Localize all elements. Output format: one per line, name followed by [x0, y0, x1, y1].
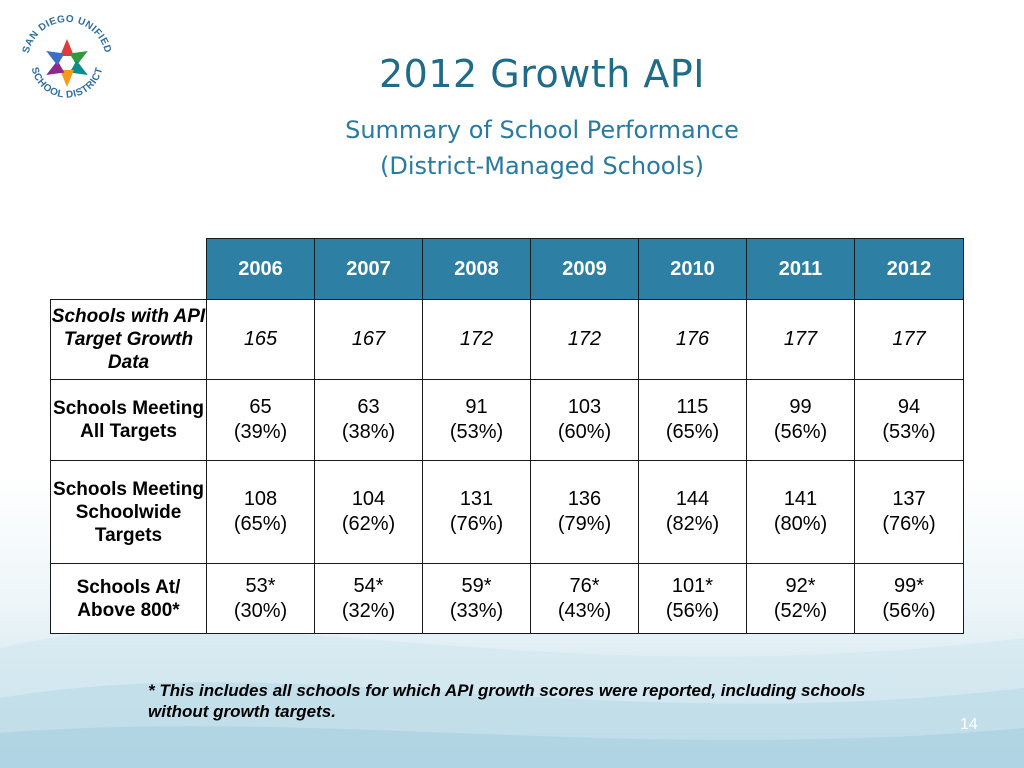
year-header: 2007: [315, 239, 423, 300]
page-number: 14: [960, 716, 978, 733]
year-header: 2008: [423, 239, 531, 300]
row-label: Schools Meeting All Targets: [51, 380, 207, 461]
table-cell: [315, 564, 423, 634]
row-label: Schools Meeting Schoolwide Targets: [51, 461, 207, 564]
cell-percent: (65%): [233, 513, 288, 535]
table-cell: [423, 461, 531, 564]
cell-count: 103: [567, 396, 602, 418]
subtitle-line-1: Summary of School Performance: [345, 116, 739, 144]
cell-percent: (56%): [665, 599, 720, 622]
cell-count: 53*: [245, 574, 276, 597]
table-cell: [531, 564, 639, 634]
cell-percent: (65%): [665, 421, 720, 443]
table-row: [51, 564, 964, 634]
table-cell: [747, 380, 855, 461]
cell-percent: (79%): [557, 513, 612, 535]
cell-percent: (80%): [773, 513, 828, 535]
year-header: 2009: [531, 239, 639, 300]
cell-percent: (53%): [449, 421, 504, 443]
cell-percent: (62%): [341, 513, 396, 535]
table-cell: 177: [855, 300, 964, 380]
table-cell: [855, 564, 964, 634]
year-header: 2006: [207, 239, 315, 300]
year-header: 2012: [855, 239, 964, 300]
cell-percent: (39%): [233, 421, 288, 443]
cell-count: 65: [249, 396, 272, 418]
cell-count: 144: [675, 488, 710, 510]
table-row: [51, 380, 964, 461]
subtitle-line-2: (District-Managed Schools): [380, 152, 704, 180]
year-header: 2010: [639, 239, 747, 300]
table-cell: [207, 461, 315, 564]
table-cell: [423, 380, 531, 461]
table-cell: [639, 461, 747, 564]
table-cell: [855, 461, 964, 564]
table-cell: [747, 461, 855, 564]
table-cell: 176: [639, 300, 747, 380]
table-cell: [315, 461, 423, 564]
table-cell: [423, 564, 531, 634]
footnote: * This includes all schools for which API growth scores were reported, including schools without growth targets.: [148, 681, 866, 721]
table-cell: [639, 564, 747, 634]
cell-count: 59*: [461, 574, 492, 597]
cell-percent: (76%): [882, 513, 936, 535]
table-cell: [531, 461, 639, 564]
table-cell: 172: [531, 300, 639, 380]
table-cell: [315, 380, 423, 461]
cell-count: 76*: [569, 574, 600, 597]
table-cell: 165: [207, 300, 315, 380]
cell-count: 108: [243, 488, 278, 510]
cell-percent: (38%): [341, 421, 396, 443]
table-row: [51, 461, 964, 564]
cell-count: 94: [897, 396, 921, 418]
cell-percent: (56%): [882, 599, 936, 622]
page-title: 2012 Growth API: [378, 52, 706, 96]
cell-percent: (76%): [449, 513, 504, 535]
cell-count: 91: [465, 396, 488, 418]
logo-text-bottom: SCHOOL DISTRICT: [28, 66, 106, 101]
table-cell: 167: [315, 300, 423, 380]
cell-count: 92*: [785, 574, 816, 597]
table-cell: 172: [423, 300, 531, 380]
cell-count: 115: [676, 396, 709, 418]
cell-count: 136: [567, 488, 602, 510]
cell-percent: (52%): [773, 599, 828, 622]
cell-percent: (82%): [665, 513, 720, 535]
cell-count: 131: [459, 488, 494, 510]
cell-count: 99*: [893, 574, 925, 597]
year-header: 2011: [747, 239, 855, 300]
table-cell: [639, 380, 747, 461]
cell-percent: (43%): [557, 599, 612, 622]
cell-percent: (33%): [449, 599, 504, 622]
cell-count: 99: [789, 396, 812, 418]
table-cell: [207, 564, 315, 634]
table-cell: [531, 380, 639, 461]
cell-percent: (32%): [341, 599, 396, 622]
table-cell: [855, 380, 964, 461]
logo-text-top: SAN DIEGO UNIFIED: [20, 13, 114, 55]
cell-count: 104: [351, 488, 386, 510]
table-cell: [207, 380, 315, 461]
cell-count: 63: [357, 396, 380, 418]
table-cell: 177: [747, 300, 855, 380]
cell-count: 101*: [671, 574, 714, 597]
cell-percent: (53%): [882, 421, 936, 443]
api-summary-table: [50, 238, 964, 634]
page-subtitle: [0, 112, 1024, 184]
cell-percent: (30%): [233, 599, 288, 622]
cell-percent: (60%): [557, 421, 612, 443]
row-label: Schools with API Target Growth Data: [51, 300, 207, 380]
cell-count: 137: [892, 488, 926, 510]
corner-cell: [51, 239, 207, 300]
cell-count: 54*: [353, 574, 384, 597]
year-header-row: [51, 239, 964, 300]
cell-percent: (56%): [773, 421, 828, 443]
cell-count: 141: [783, 488, 818, 510]
row-label: Schools At/ Above 800*: [51, 564, 207, 634]
table-row: [51, 300, 964, 380]
table-cell: [747, 564, 855, 634]
